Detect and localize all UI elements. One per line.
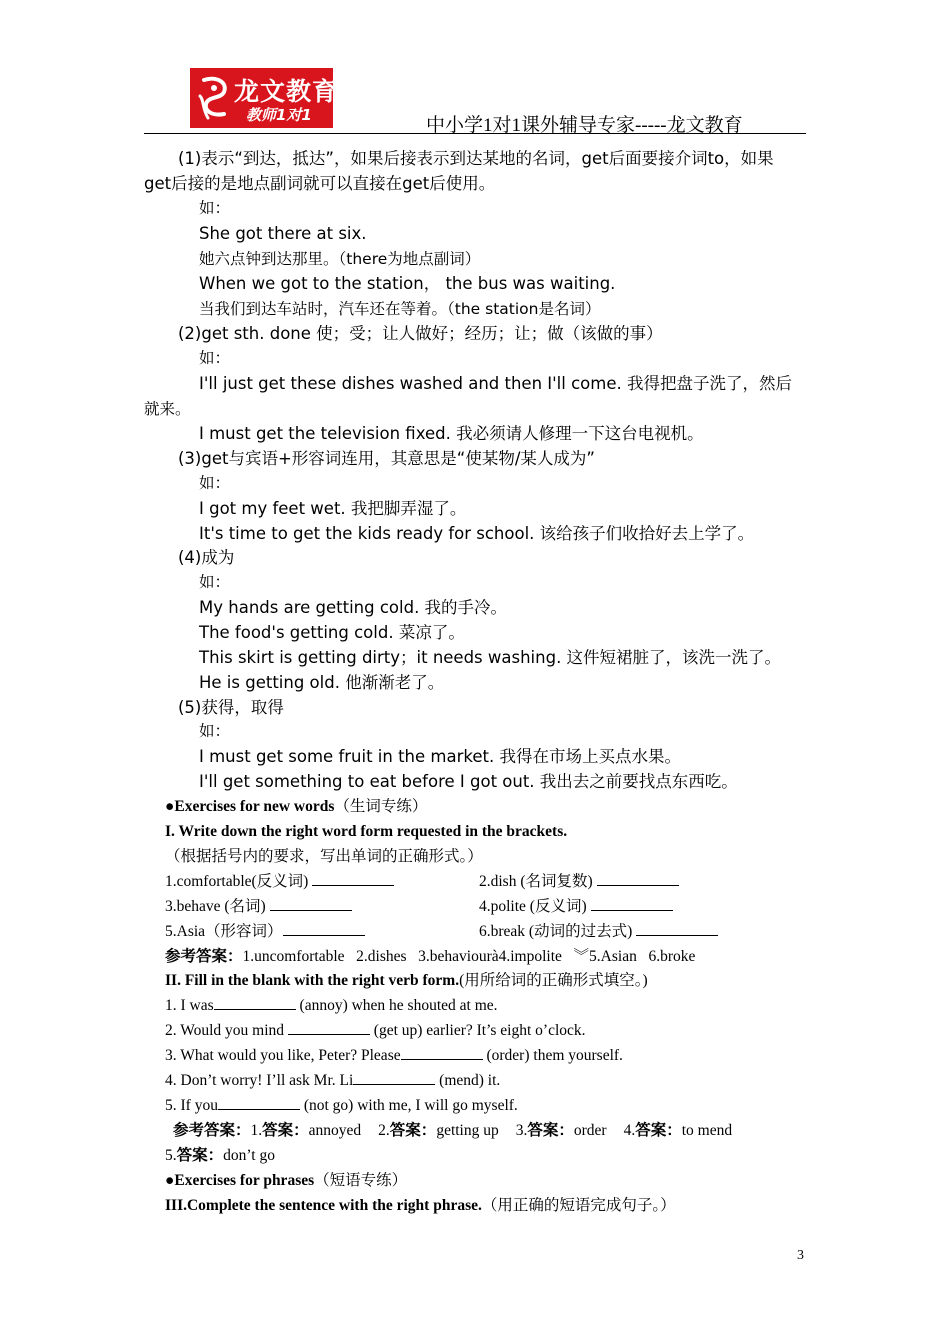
answer-number: 5. bbox=[165, 1147, 177, 1164]
answer-key-1 bbox=[165, 945, 695, 969]
answer-blank[interactable] bbox=[636, 920, 718, 936]
exercise-item-text: 6.break (动词的过去式) bbox=[479, 923, 633, 940]
answer-number: 3. bbox=[515, 1122, 528, 1139]
answer-blank[interactable] bbox=[218, 1094, 300, 1110]
part-3-heading bbox=[165, 1194, 676, 1218]
fill-in-question bbox=[165, 1094, 518, 1118]
fill-in-question bbox=[165, 994, 498, 1018]
example-sentence: I got my feet wet. 我把脚弄湿了。 bbox=[199, 499, 467, 518]
example-label: 如： bbox=[199, 723, 231, 740]
answer-number: 2. bbox=[378, 1122, 390, 1139]
page-number: 3 bbox=[797, 1248, 804, 1263]
answer-key-2 bbox=[173, 1119, 732, 1143]
part-2-title: II. Fill in the blank with the right verb form. bbox=[165, 972, 460, 989]
example-sentence: She got there at six. bbox=[199, 224, 367, 243]
example-label: 如： bbox=[199, 475, 231, 492]
answer-value: order bbox=[573, 1122, 607, 1139]
answer-label: 答案： bbox=[176, 1147, 224, 1164]
part-2-instructions: (用所给词的正确形式填空。) bbox=[459, 972, 648, 989]
answer-key-label: 参考答案： bbox=[165, 948, 243, 965]
example-sentence: This skirt is getting dirty；it needs washing. 这件短裙脏了，该洗一洗了。 bbox=[199, 648, 782, 667]
section-1-heading-cont: get后接的是地点副词就可以直接在get后使用。 bbox=[144, 174, 496, 193]
example-sentence-cont: 就来。 bbox=[144, 400, 191, 418]
answer-value: annoyed bbox=[308, 1122, 362, 1139]
question-text: 5. If you bbox=[165, 1097, 218, 1114]
answer-blank[interactable] bbox=[288, 1019, 370, 1035]
part-1-title: I. Write down the right word form requested in the brackets. bbox=[165, 823, 568, 840]
answer-key-label: 参考答案： bbox=[173, 1122, 251, 1139]
answer-blank[interactable] bbox=[214, 994, 296, 1010]
phrases-heading bbox=[165, 1169, 407, 1193]
answer-number: 1. bbox=[250, 1122, 263, 1139]
answer-label: 答案： bbox=[262, 1122, 309, 1139]
new-words-title: ●Exercises for new words bbox=[165, 798, 335, 815]
logo-tagline: 教师1对1 bbox=[246, 106, 312, 124]
exercise-item bbox=[165, 870, 394, 894]
question-text: 4. Don’t worry! I’ll ask Mr. Li bbox=[165, 1072, 354, 1089]
exercise-item bbox=[479, 920, 718, 944]
section-3-heading: (3)get与宾语+形容词连用，其意思是“使某物/某人成为” bbox=[178, 449, 595, 468]
example-label: 如： bbox=[199, 574, 231, 591]
section-1-heading: (1)表示“到达，抵达”，如果后接表示到达某地的名词，get后面要接介词to，如果 bbox=[178, 149, 774, 168]
example-translation: 当我们到达车站时，汽车还在等着。（the station是名词） bbox=[199, 300, 601, 318]
answer-label: 答案： bbox=[635, 1122, 682, 1139]
example-sentence: I'll get something to eat before I got out. 我出去之前要找点东西吃。 bbox=[199, 772, 738, 791]
answer-value: don’t go bbox=[223, 1147, 275, 1164]
part-1-instructions: （根据括号内的要求，写出单词的正确形式。） bbox=[165, 848, 483, 865]
new-words-note: （生词专练） bbox=[334, 798, 428, 815]
exercise-item-text: 5.Asia（形容词） bbox=[165, 923, 283, 940]
part-2-heading bbox=[165, 969, 648, 993]
phrases-note: （短语专练） bbox=[314, 1172, 408, 1189]
section-4-heading: (4)成为 bbox=[178, 548, 235, 567]
question-text: 3. What would you like, Peter? Please bbox=[165, 1047, 401, 1064]
example-label: 如： bbox=[199, 350, 231, 367]
answer-blank[interactable] bbox=[401, 1044, 483, 1060]
header-divider bbox=[144, 133, 806, 134]
answer-key-2-cont bbox=[165, 1144, 275, 1168]
example-sentence: I must get some fruit in the market. 我得在市场上买点水果。 bbox=[199, 747, 681, 766]
dragon-logo-icon bbox=[194, 74, 234, 122]
fill-in-question bbox=[165, 1069, 500, 1093]
answer-label: 答案： bbox=[389, 1122, 437, 1139]
example-sentence: My hands are getting cold. 我的手冷。 bbox=[199, 598, 508, 617]
question-text: (order) them yourself. bbox=[482, 1047, 623, 1064]
exercise-item-text: 1.comfortable(反义词) bbox=[165, 873, 309, 890]
example-sentence: The food's getting cold. 菜凉了。 bbox=[199, 623, 465, 642]
part-3-title: III.Complete the sentence with the right phrase. bbox=[165, 1197, 482, 1214]
exercise-item-text: 2.dish (名词复数) bbox=[479, 873, 593, 890]
answer-label: 答案： bbox=[527, 1122, 574, 1139]
exercise-item-text: 4.polite (反义词) bbox=[479, 898, 587, 915]
example-label: 如： bbox=[199, 200, 231, 217]
exercise-item bbox=[479, 895, 673, 919]
phrases-title: ●Exercises for phrases bbox=[165, 1172, 315, 1189]
example-sentence: I'll just get these dishes washed and then I'll come. 我得把盘子洗了，然后 bbox=[199, 374, 792, 393]
exercise-item bbox=[479, 870, 679, 894]
example-sentence: I must get the television fixed. 我必须请人修理一下这台电视机。 bbox=[199, 424, 704, 443]
answer-number: 4. bbox=[623, 1122, 636, 1139]
logo bbox=[190, 68, 339, 128]
logo-brand-text: 龙文教育 bbox=[234, 77, 339, 106]
answer-blank[interactable] bbox=[597, 870, 679, 886]
example-sentence: He is getting old. 他渐渐老了。 bbox=[199, 673, 445, 692]
answer-key-text: 1.uncomfortable 2.dishes 3.behaviourà4.impolite ︾5.Asian 6.broke bbox=[242, 948, 696, 965]
answer-blank[interactable] bbox=[353, 1069, 435, 1085]
fill-in-question bbox=[165, 1019, 586, 1043]
answer-blank[interactable] bbox=[283, 920, 365, 936]
part-3-instructions: （用正确的短语完成句子。） bbox=[481, 1197, 676, 1214]
answer-value: getting up bbox=[436, 1122, 499, 1139]
question-text: 1. I was bbox=[165, 997, 214, 1014]
fill-in-question bbox=[165, 1044, 623, 1068]
question-text: (get up) earlier? It’s eight o’clock. bbox=[369, 1022, 586, 1039]
answer-blank[interactable] bbox=[270, 895, 352, 911]
question-text: 2. Would you mind bbox=[165, 1022, 288, 1039]
question-text: (mend) it. bbox=[435, 1072, 501, 1089]
exercise-item bbox=[165, 920, 365, 944]
new-words-heading bbox=[165, 795, 427, 819]
section-5-heading: (5)获得，取得 bbox=[178, 698, 284, 717]
example-sentence: It's time to get the kids ready for school. 该给孩子们收拾好去上学了。 bbox=[199, 524, 755, 543]
answer-blank[interactable] bbox=[312, 870, 394, 886]
example-sentence: When we got to the station， the bus was waiting. bbox=[199, 274, 616, 293]
header-title: 中小学1对1课外辅导专家-----龙文教育 bbox=[426, 115, 743, 136]
answer-value: to mend bbox=[681, 1122, 733, 1139]
exercise-item bbox=[165, 895, 352, 919]
exercise-item-text: 3.behave (名词) bbox=[165, 898, 266, 915]
section-2-heading: (2)get sth. done 使；受；让人做好；经历；让；做（该做的事） bbox=[178, 324, 663, 343]
example-translation: 她六点钟到达那里。（there为地点副词） bbox=[199, 250, 481, 268]
answer-blank[interactable] bbox=[591, 895, 673, 911]
question-text: (annoy) when he shouted at me. bbox=[295, 997, 498, 1014]
question-text: (not go) with me, I will go myself. bbox=[299, 1097, 518, 1114]
